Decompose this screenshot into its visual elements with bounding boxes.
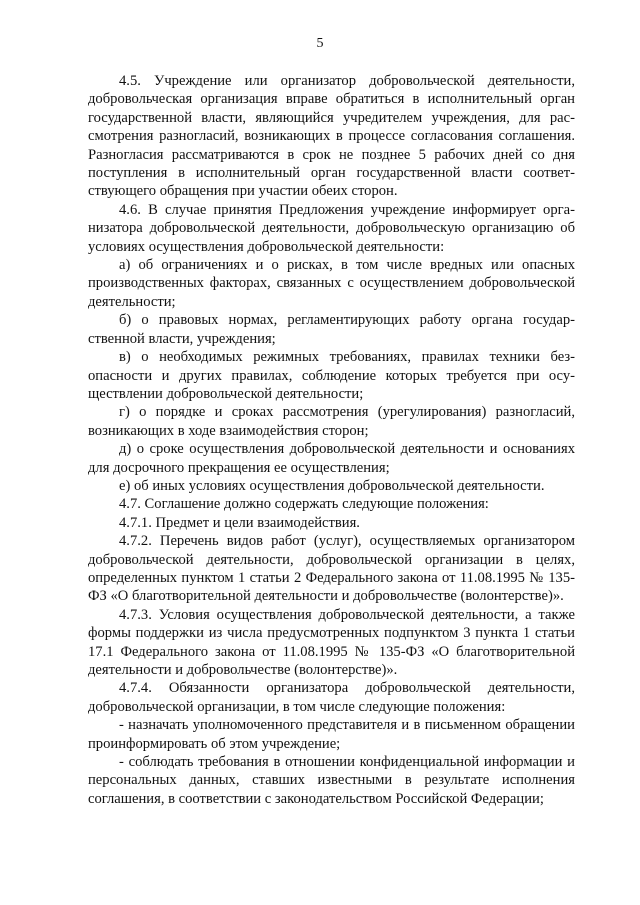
list-item-v: в) о необходимых режимных требованиях, правилах техники безопасности и других правилах, соблюдение которых требуется при осуществлении добровольческой деятельности; — [88, 349, 575, 402]
paragraph-4-7-3: 4.7.3. Условия осуществления добровольческой деятельности, а также формы поддержки из числа предусмотренных подпунктом 3 пункта 1 статьи 17.1 Федерального закона от 11.08.1995 № 135-ФЗ «О благотворительной деятельности и добровольчестве (волонтерстве)». — [88, 606, 575, 678]
paragraph-4-6: 4.6. В случае принятия Предложения учреждение информирует организатора добровольческой деятельности, добровольческую организацию об условиях осуществления добровольческой деятельности: — [88, 201, 575, 255]
list-item-e: е) об иных условиях осуществления добровольческой деятельности. — [119, 477, 545, 494]
paragraph-4-7-4: 4.7.4. Обязанности организатора добровольческой деятельности, добровольческой организации, в том числе следующие положения: — [88, 680, 575, 715]
paragraph-4-7-1: 4.7.1. Предмет и цели взаимодействия. — [119, 514, 360, 531]
dash-item-confidentiality: - соблюдать требования в отношении конфиденциальной информации и персональных данных, ставших известными в результате исполнения соглашения, в соответствии с законодательством Российской Федерации; — [88, 754, 575, 807]
page-number: 5 — [316, 36, 324, 51]
paragraph-4-7-2: 4.7.2. Перечень видов работ (услуг), осуществляемых организатором добровольческой деятельности, добровольческой организации в целях, определенных пунктом 1 статьи 2 Федерального закона от 11.08.1995 № 135-ФЗ «О благотворительной деятельности и добровольчестве (волонтерстве)». — [88, 533, 575, 605]
list-item-d: д) о сроке осуществления добровольческой деятельности и основаниях для досрочного прекращения ее осуществления; — [88, 441, 575, 476]
paragraph-4-5: 4.5. Учреждение или организатор добровольческой деятельности, добровольческая организация вправе обратиться в исполнительный орган государственной власти, являющийся учредителем учреждения, для рассмотрения разногласий, возникающих в процессе согласования соглашения. Разногласия рассматриваются в срок не позднее 5 рабочих дней со дня поступления в исполнительный орган государственной власти соответствующего обращения при участии обеих сторон. — [88, 73, 575, 200]
document-body — [88, 72, 575, 808]
dash-item-representative: - назначать уполномоченного представителя и в письменном обращении проинформировать об этом учреждение; — [88, 717, 575, 752]
list-item-b: б) о правовых нормах, регламентирующих работу органа государственной власти, учреждения; — [88, 312, 575, 347]
list-item-g: г) о порядке и сроках рассмотрения (урегулирования) разногласий, возникающих в ходе взаимодействия сторон; — [88, 404, 575, 439]
list-item-a: а) об ограничениях и о рисках, в том числе вредных или опасных производственных факторах, связанных с осуществлением добровольческой деятельности; — [88, 257, 575, 310]
paragraph-4-7: 4.7. Соглашение должно содержать следующие положения: — [119, 496, 489, 513]
